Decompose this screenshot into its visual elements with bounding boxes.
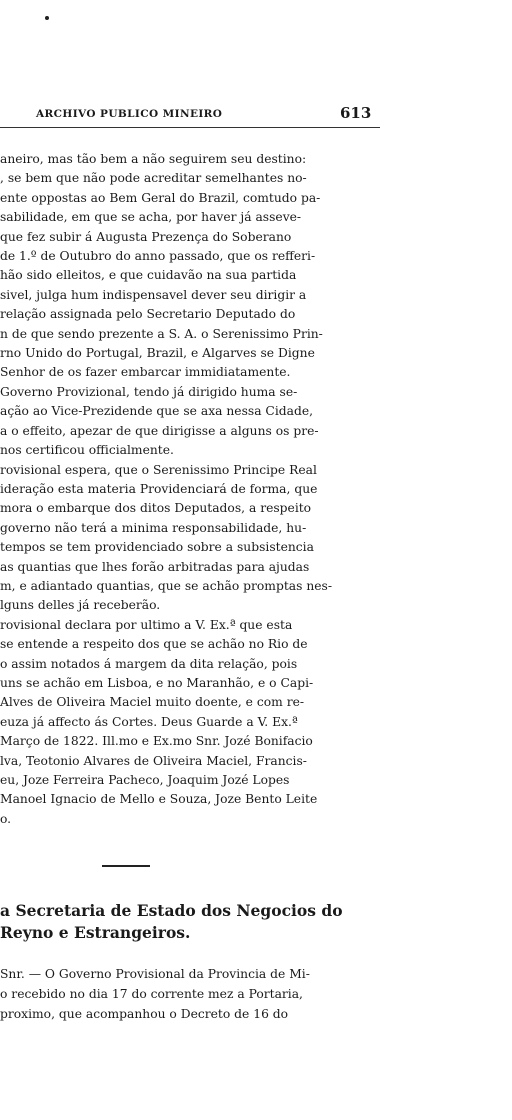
- section-divider: [102, 865, 150, 867]
- section-title: [0, 900, 390, 944]
- text-line: n de que sendo prezente a S. A. o Serenissimo Prin-: [0, 326, 323, 341]
- text-line: nos certificou officialmente.: [0, 443, 174, 458]
- text-line: lva, Teotonio Alvares de Oliveira Maciel, Francis-: [0, 753, 307, 768]
- text-line: euza já affecto ás Cortes. Deus Guarde a V. Ex.ª: [0, 714, 298, 729]
- text-line: uns se achão em Lisboa, e no Maranhão, e o Capi-: [0, 675, 314, 690]
- text-line: que fez subir á Augusta Prezença do Soberano: [0, 229, 292, 244]
- text-line: ideração esta materia Providenciará de forma, que: [0, 481, 318, 496]
- body-text: [0, 150, 386, 829]
- text-line: rovisional declara por ultimo a V. Ex.ª que esta: [0, 617, 293, 632]
- text-line: mora o embarque dos ditos Deputados, a respeito: [0, 501, 312, 516]
- text-line: Março de 1822. Ill.mo e Ex.mo Snr. Jozé Bonifacio: [0, 734, 313, 749]
- text-line: o assim notados á margem da dita relação, pois: [0, 656, 298, 671]
- text-line: eu, Joze Ferreira Pacheco, Joaquim Jozé Lopes: [0, 773, 290, 787]
- section-body: [0, 964, 386, 1024]
- text-line: de 1.º de Outubro do anno passado, que os refferi-: [0, 249, 316, 264]
- text-line: rovisional espera, que o Serenissimo Principe Real: [0, 462, 317, 477]
- text-line: se entende a respeito dos que se achão no Rio de: [0, 637, 308, 652]
- text-line: as quantias que lhes forão arbitradas para ajudas: [0, 559, 310, 574]
- section-title-line: a Secretaria de Estado dos Negocios do: [0, 901, 343, 920]
- text-line: Senhor de os fazer embarcar immidiatamente.: [0, 365, 291, 380]
- text-line: tempos se tem providenciado sobre a subsistencia: [0, 540, 314, 555]
- text-line: aneiro, mas tão bem a não seguirem seu destino:: [0, 152, 307, 166]
- running-head: ARCHIVO PUBLICO MINEIRO: [36, 108, 223, 120]
- text-line: governo não terá a minima responsabilidade, hu-: [0, 520, 307, 535]
- text-line: m, e adiantado quantias, que se achão promptas nes-: [0, 578, 332, 593]
- page-number: 613: [340, 104, 372, 122]
- section-title-line: Reyno e Estrangeiros.: [0, 923, 191, 942]
- text-line: o.: [0, 811, 12, 826]
- text-line: Alves de Oliveira Maciel muito doente, e com re-: [0, 695, 305, 710]
- text-line: ente oppostas ao Bem Geral do Brazil, comtudo pa-: [0, 190, 321, 205]
- text-line: lguns delles já receberão.: [0, 598, 161, 613]
- text-line: Governo Provizional, tendo já dirigido huma se-: [0, 384, 298, 399]
- text-line: proximo, que acompanhou o Decreto de 16 do: [0, 1007, 289, 1021]
- ink-dot: [45, 16, 49, 20]
- header-rule: [0, 127, 380, 128]
- text-line: rno Unido do Portugal, Brazil, e Algarves se Digne: [0, 346, 315, 361]
- text-line: a o effeito, apezar de que dirigisse a alguns os pre-: [0, 423, 319, 438]
- text-line: sabilidade, em que se acha, por haver já asseve-: [0, 210, 302, 225]
- text-line: hão sido elleitos, e que cuidavão na sua partida: [0, 268, 297, 283]
- text-line: Manoel Ignacio de Mello e Souza, Joze Bento Leite: [0, 792, 318, 807]
- text-line: ação ao Vice-Prezidende que se axa nessa Cidade,: [0, 404, 314, 419]
- text-line: , se bem que não pode acreditar semelhantes no-: [0, 171, 307, 186]
- text-line: o recebido no dia 17 do corrente mez a Portaria,: [0, 987, 303, 1001]
- text-line: sivel, julga hum indispensavel dever seu dirigir a: [0, 287, 307, 302]
- text-line: relação assignada pelo Secretario Deputado do: [0, 307, 296, 322]
- text-line: Snr. — O Governo Provisional da Provincia de Mi-: [0, 967, 310, 981]
